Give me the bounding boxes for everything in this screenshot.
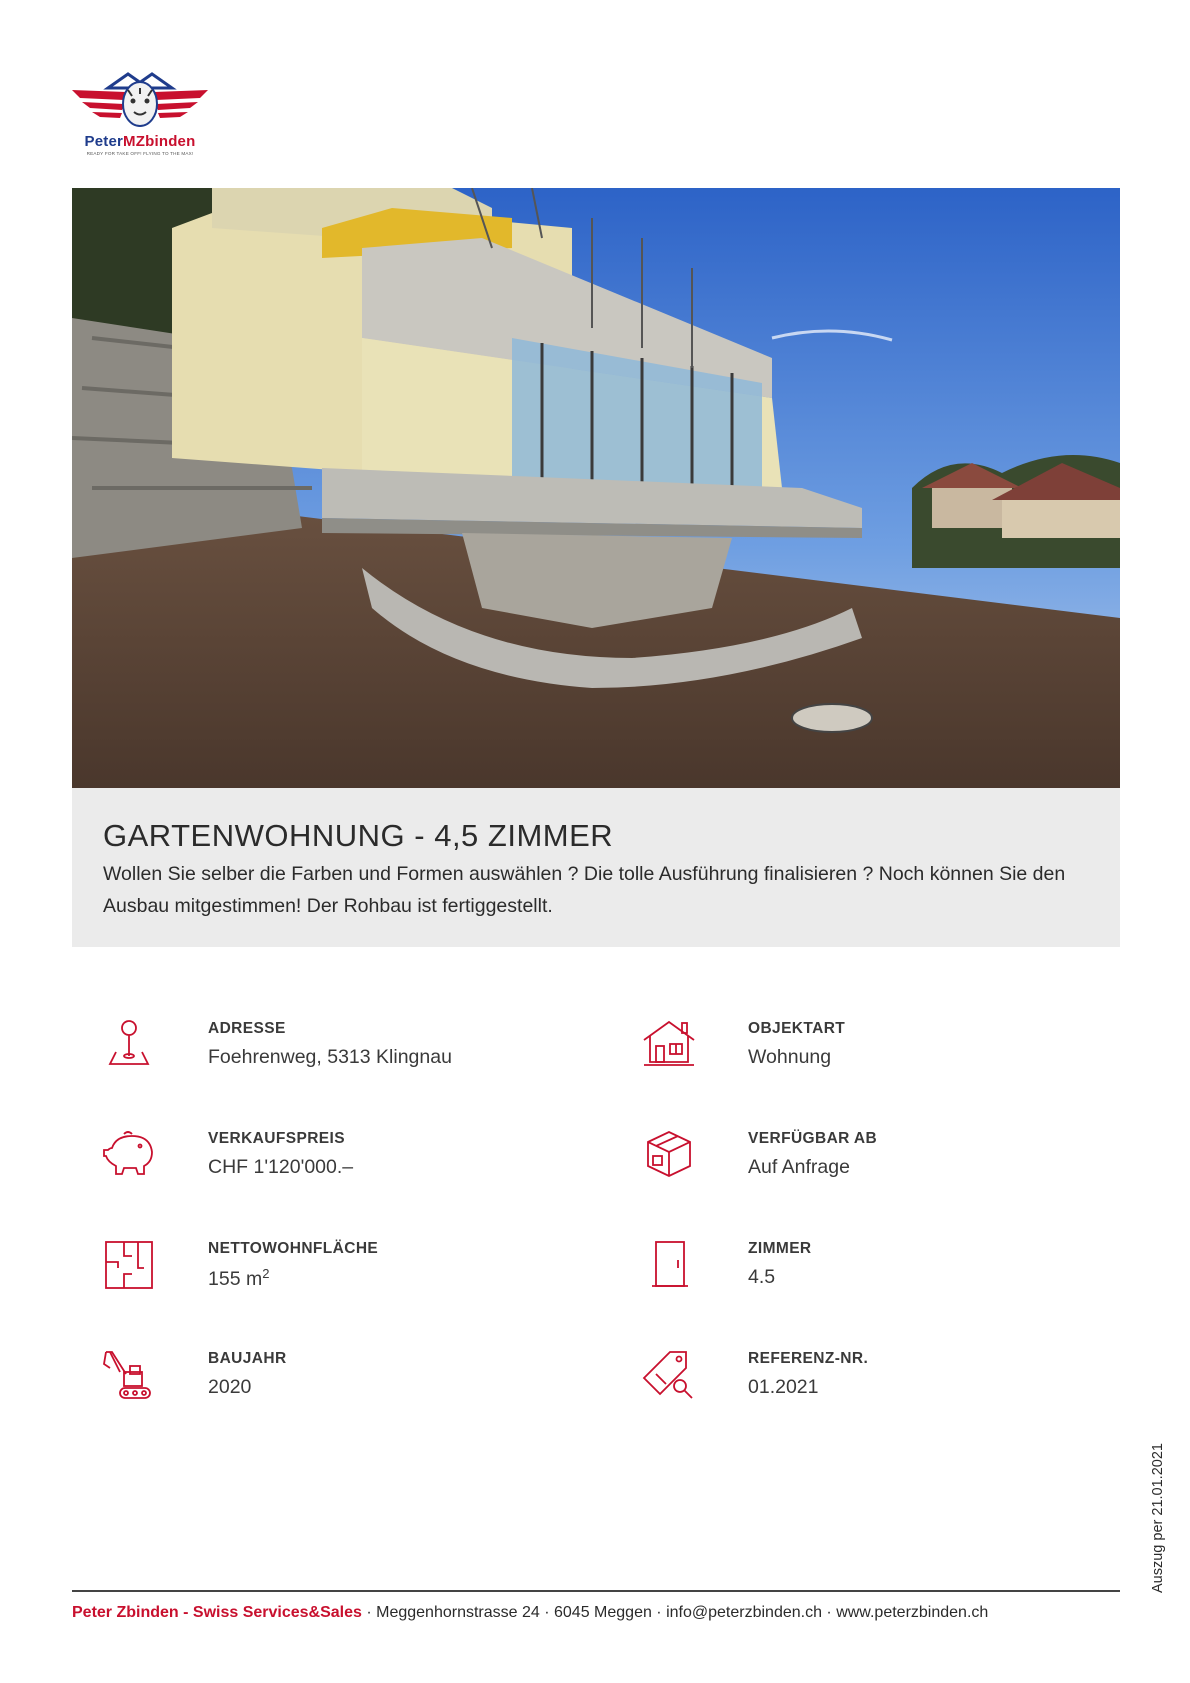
fact-object-type bbox=[612, 1000, 1112, 1080]
fact-available bbox=[612, 1110, 1112, 1190]
fact-available-label: VERFÜGBAR AB bbox=[748, 1130, 878, 1147]
logo-tagline: READY FOR TAKE OFF! FLYING TO THE MAX! bbox=[86, 151, 194, 156]
box-icon bbox=[642, 1128, 696, 1182]
price-tag-search-icon bbox=[642, 1348, 696, 1402]
fact-address-value: Foehrenweg, 5313 Klingnau bbox=[208, 1046, 452, 1068]
fact-rooms-value: 4.5 bbox=[748, 1266, 776, 1288]
house-icon bbox=[642, 1018, 696, 1072]
fact-reference bbox=[612, 1330, 1112, 1410]
fact-price-value: CHF 1'120'000.– bbox=[208, 1156, 354, 1178]
fact-object-type-value: Wohnung bbox=[748, 1046, 832, 1068]
fact-price-label: VERKAUFSPREIS bbox=[208, 1130, 345, 1147]
excavator-icon bbox=[102, 1348, 156, 1402]
fact-address-label: ADRESSE bbox=[208, 1020, 286, 1037]
property-photo bbox=[72, 188, 1120, 788]
footer-contact-details: · Meggenhornstrasse 24 · 6045 Meggen · info@peterzbinden.ch · www.peterzbinden.ch bbox=[361, 1604, 989, 1621]
fact-year-label: BAUJAHR bbox=[208, 1350, 287, 1367]
fact-available-value: Auf Anfrage bbox=[748, 1156, 850, 1178]
fact-rooms bbox=[612, 1220, 1112, 1300]
footer-company: Peter Zbinden - Swiss Services&Sales bbox=[72, 1604, 362, 1621]
fact-area-value: 155 $m^2$ bbox=[208, 1266, 270, 1290]
map-pin-icon bbox=[102, 1018, 156, 1072]
listing-title: GARTENWOHNUNG - 4,5 ZIMMER bbox=[103, 818, 614, 853]
floor-plan-icon bbox=[102, 1238, 156, 1292]
fact-year bbox=[72, 1330, 572, 1410]
fact-reference-label: REFERENZ-NR. bbox=[748, 1350, 869, 1367]
fact-rooms-label: ZIMMER bbox=[748, 1240, 812, 1257]
fact-address bbox=[72, 1000, 572, 1080]
fact-reference-value: 01.2021 bbox=[748, 1376, 819, 1398]
listing-description: Wollen Sie selber die Farben und Formen auswählen ? Die tolle Ausführung finalisieren ? Noch können Sie den Ausbau mitgestimmen! Der Rohbau ist fertiggestellt. bbox=[103, 863, 1066, 917]
brand-logo bbox=[70, 66, 210, 162]
piggy-bank-icon bbox=[102, 1128, 156, 1182]
area-unit-exponent: 2 bbox=[262, 1266, 270, 1281]
fact-area bbox=[72, 1220, 572, 1300]
listing-intro-panel bbox=[72, 788, 1120, 947]
fact-year-value: 2020 bbox=[208, 1376, 252, 1398]
footer-divider bbox=[72, 1590, 1120, 1592]
logo-wordmark: PeterMZbinden bbox=[84, 133, 196, 150]
footer bbox=[72, 1604, 988, 1622]
extract-date-note: Auszug per 21.01.2021 bbox=[1150, 1443, 1166, 1593]
door-icon bbox=[642, 1238, 696, 1292]
fact-price bbox=[72, 1110, 572, 1190]
fact-area-label: NETTOWOHNFLÄCHE bbox=[208, 1240, 379, 1257]
logo-emblem-icon bbox=[70, 66, 210, 132]
fact-object-type-label: OBJEKTART bbox=[748, 1020, 846, 1037]
